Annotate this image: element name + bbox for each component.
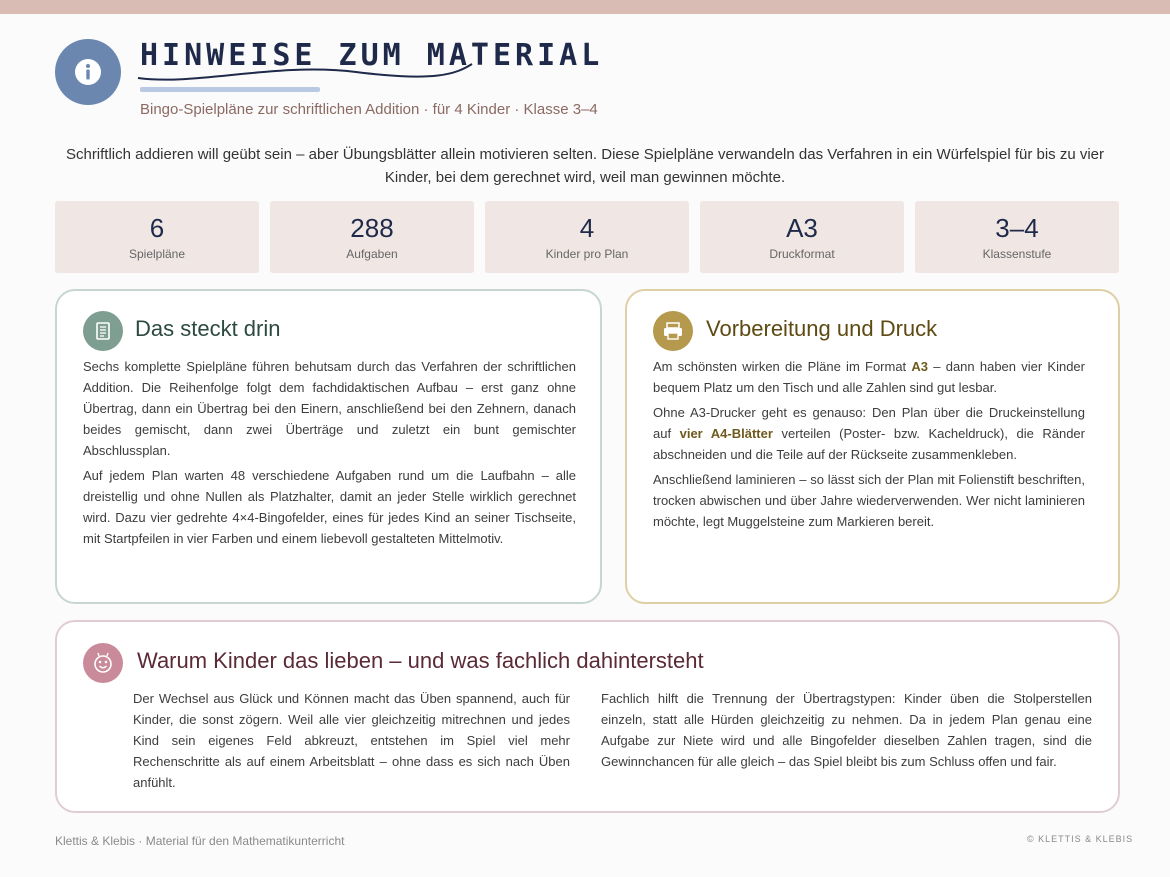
text: Ohne A3-Drucker geht es genauso: Den Plan über die Druckeinstellung auf — [653, 405, 1085, 441]
stat-value: 3–4 — [995, 213, 1039, 243]
stat-value: A3 — [786, 213, 818, 243]
stat-label: Klassenstufe — [982, 247, 1052, 261]
preparation-card — [625, 289, 1120, 604]
stat-tile-children — [485, 201, 689, 273]
stat-tile-grade — [915, 201, 1119, 273]
card-body — [653, 356, 1085, 536]
contents-card — [55, 289, 602, 604]
paragraph: Sechs komplette Spielpläne führen behutsam durch das Verfahren der schriftlichen Addition. Die Reihenfolge folgt dem fachdidaktischen Aufbau – erst ganz ohne Übertrag, dann ein Übertrag bei den Einern, anschließend bei den Zehnern, danach beides gemischt, dann zwei Überträge und zuletzt ein bunt gemischter Abschlussplan. — [83, 359, 576, 458]
page-title: HINWEISE ZUM MATERIAL — [140, 38, 604, 73]
paragraph-format — [653, 356, 1085, 398]
paragraph-printing — [653, 402, 1085, 465]
stat-tile-tasks — [270, 201, 474, 273]
card-title: Das steckt drin — [135, 316, 281, 341]
stats-row — [55, 201, 1119, 273]
highlight-a3: A3 — [911, 359, 929, 374]
stat-tile-plans — [55, 201, 259, 273]
smiley-icon — [83, 643, 123, 683]
stat-label: Spielpläne — [128, 247, 186, 261]
stat-label: Kinder pro Plan — [545, 247, 629, 261]
title-underline — [140, 87, 320, 92]
card-column-left: Der Wechsel aus Glück und Können macht das Üben spannend, auch für Kinder, die sonst zögern. Weil alle vier gleichzeitig mitrechnen und jedes Kind sein eigenes Feld abkreuzt, entstehen im Spiel viel mehr Rechenschritte als auf einem Arbeitsblatt – ohne dass es sich nach Üben anfühlt. — [133, 691, 570, 790]
page-subtitle: Bingo-Spielpläne zur schriftlichen Addition · für 4 Kinder · Klasse 3–4 — [140, 101, 598, 118]
stat-value: 288 — [350, 213, 394, 243]
stat-value: 4 — [579, 213, 595, 243]
text: verteilen (Poster- bzw. Kacheldruck), die Ränder abschneiden und die Teile auf der Rückseite zusammenkleben. — [653, 426, 1085, 462]
why-card — [55, 620, 1120, 813]
text: Am schönsten wirken die Pläne im Format — [653, 359, 912, 374]
footer-credit: Klettis & Klebis · Material für den Mathematikunterricht — [55, 834, 345, 848]
card-title: Warum Kinder das lieben – und was fachlich dahintersteht — [137, 648, 704, 673]
text: – dann haben vier Kinder bequem Platz um den Tisch und alle Zahlen sind gut lesbar. — [653, 359, 1085, 395]
card-title: Vorbereitung und Druck — [706, 316, 938, 341]
card-column-right: Fachlich hilft die Trennung der Übertragstypen: Kinder üben die Stolperstellen einzeln, statt alle Hürden gleichzeitig zu nehmen. Da in jedem Plan genau eine Aufgabe zur Niete wird und alle Bingofelder dieselben Zahlen tragen, sind die Gewinnchancen für alle gleich – das Spiel bleibt bis zum Schluss offen und fair. — [601, 691, 1092, 769]
highlight-a4: vier A4-Blätter — [679, 426, 773, 441]
stat-label: Aufgaben — [346, 247, 398, 261]
stat-tile-format — [700, 201, 904, 273]
paragraph: Auf jedem Plan warten 48 verschiedene Aufgaben rund um die Laufbahn – alle dreistellig und ohne Nullen als Platzhalter, damit an jeder Stelle wirklich gerechnet wird. Dazu vier gedrehte 4×4-Bingofelder, eines für jedes Kind an seiner Tischseite, mit Startpfeilen in vier Farben und einem liebevoll gestalteten Mittelmotiv. — [83, 468, 576, 546]
card-body — [83, 356, 576, 553]
paragraph-laminate: Anschließend laminieren – so lässt sich der Plan mit Folienstift beschriften, trocken abwischen und über Jahre wiederverwenden. Wer nicht laminieren möchte, legt Muggelsteine zum Markieren bereit. — [653, 472, 1085, 529]
printer-icon — [653, 311, 693, 351]
stat-value: 6 — [149, 213, 165, 243]
top-accent-bar — [0, 0, 1170, 14]
document-list-icon — [83, 311, 123, 351]
info-icon — [55, 39, 121, 105]
stat-label: Druckformat — [769, 247, 835, 261]
intro-text: Schriftlich addieren will geübt sein – aber Übungsblätter allein motivieren selten. Diese Spielpläne verwandeln das Verfahren in ein Würfelspiel für bis zu vier Kinder, bei dem gerechnet wird, weil man gewinnen möchte. — [65, 146, 1105, 186]
footer-copyright: © KLETTIS & KLEBIS — [1027, 834, 1134, 844]
